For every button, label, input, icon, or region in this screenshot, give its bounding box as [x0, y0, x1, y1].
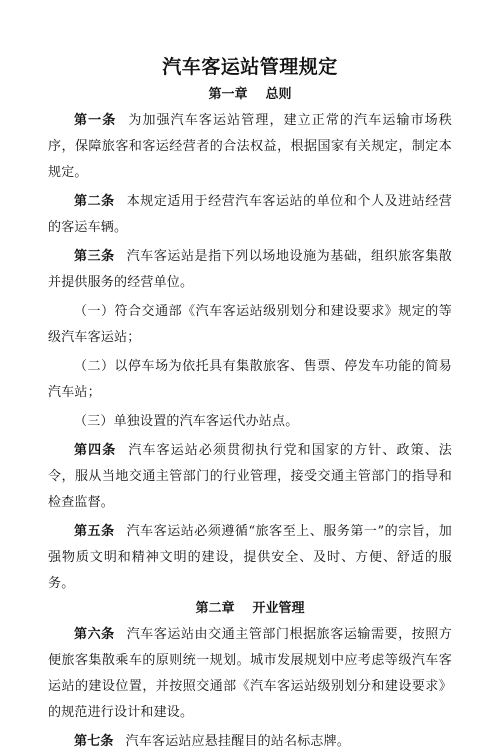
article-text: （二）以停车场为依托具有集散旅客、售票、停发车功能的简易汽车站；: [48, 359, 452, 400]
chapters-container: [48, 86, 452, 755]
article-text: 汽车客运站是指下列以场地设施为基础，组织旅客集散并提供服务的经营单位。: [48, 249, 452, 290]
article-text: 汽车客运站必须遵循“旅客至上、服务第一”的宗旨，加强物质文明和精神文明的建设，提供安全、及时、方便、舒适的服务。: [48, 524, 453, 591]
chapter-name: 开业管理: [252, 601, 305, 616]
article-number: 第一条: [74, 113, 117, 128]
article-text: （一）符合交通部《汽车客运站级别划分和建设要求》规定的等级汽车客运站；: [48, 304, 452, 345]
document-title: 汽车客运站管理规定: [162, 56, 338, 78]
article-paragraph: [48, 244, 452, 296]
article-text: 汽车客运站应悬挂醒目的站名标志牌。: [125, 734, 351, 749]
article-paragraph: [48, 519, 452, 597]
chapter-heading: [48, 600, 452, 618]
article-paragraph: [48, 409, 452, 435]
article-number: 第五条: [74, 524, 115, 539]
article-paragraph: [48, 354, 452, 406]
article-text: （三）单独设置的汽车客运代办站点。: [74, 414, 299, 429]
article-paragraph: [48, 438, 452, 516]
article-text: 汽车客运站由交通主管部门根据旅客运输需要，按照方便旅客集散乘车的原则统一规划。城市发展规划中应考虑等级汽车客运站的建设位置，并按照交通部《汽车客运站级别划分和建设要求》的规范进行设计和建设。: [48, 627, 452, 720]
article-number: 第三条: [74, 249, 115, 264]
article-number: 第四条: [74, 443, 117, 458]
chapter-label: 第二章: [195, 601, 235, 616]
chapter-label: 第一章: [208, 87, 248, 102]
article-text: 为加强汽车客运站管理，建立正常的汽车运输市场秩序，保障旅客和客运经营者的合法权益，根据国家有关规定，制定本规定。: [48, 113, 452, 180]
chapter-heading: [48, 86, 452, 104]
article-number: 第二条: [74, 194, 115, 209]
article-number: 第六条: [74, 627, 115, 642]
article-text: 汽车客运站必须贯彻执行党和国家的方针、政策、法令，服从当地交通主管部门的行业管理，接受交通主管部门的指导和检查监督。: [48, 443, 452, 510]
article-text: 本规定适用于经营汽车客运站的单位和个人及进站经营的客运车辆。: [48, 194, 452, 235]
article-paragraph: [48, 299, 452, 351]
chapter-name: 总则: [265, 87, 292, 102]
article-number: 第七条: [74, 734, 114, 749]
article-paragraph: [48, 622, 452, 726]
article-paragraph: [48, 189, 452, 241]
article-paragraph: [48, 108, 452, 186]
article-paragraph: [48, 729, 452, 755]
